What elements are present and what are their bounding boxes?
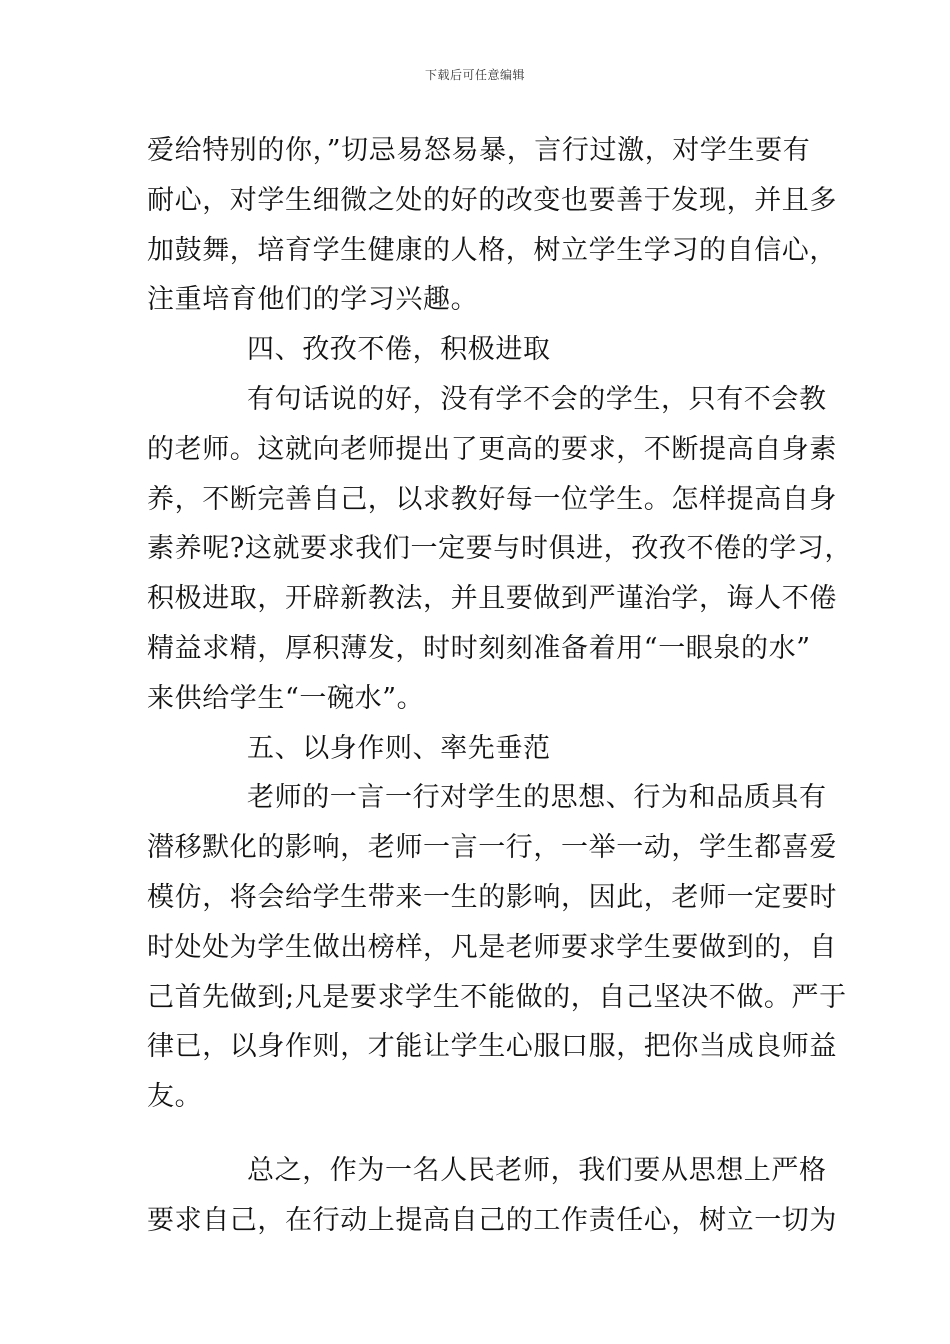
text-line: 律已，以身作则，才能让学生心服口服，把你当成良师益 [147, 1031, 837, 1063]
document-body [147, 126, 853, 1246]
text-line: 加鼓舞，培育学生健康的人格，树立学生学习的自信心， [147, 234, 837, 266]
text-line: 模仿，将会给学生带来一生的影响，因此，老师一定要时 [147, 881, 837, 913]
paragraph-first-line: 四、孜孜不倦，积极进取 [247, 334, 551, 366]
text-line: 来供给学生“一碗水”。 [147, 682, 425, 714]
paragraph-first-line: 老师的一言一行对学生的思想、行为和品质具有 [247, 782, 827, 814]
text-line: 养，不断完善自己，以求教好每一位学生。怎样提高自身 [147, 483, 837, 515]
text-line: 潜移默化的影响，老师一言一行，一举一动，学生都喜爱 [147, 832, 837, 864]
text-line: 注重培育他们的学习兴趣。 [147, 284, 479, 316]
text-line: 耐心，对学生细微之处的好的改变也要善于发现，并且多 [147, 184, 837, 216]
text-line: 精益求精，厚积薄发，时时刻刻准备着用“一眼泉的水” [147, 632, 811, 664]
text-line: 爱给特别的你，”切忌易怒易暴，言行过激，对学生要有 [147, 135, 811, 166]
text-line: 的老师。这就向老师提出了更高的要求，不断提高自身素 [147, 433, 837, 465]
text-line: 己首先做到;凡是要求学生不能做的，自己坚决不做。严于 [147, 981, 847, 1013]
paragraph-gap [147, 1122, 807, 1146]
text-line: 积极进取，开辟新教法，并且要做到严谨治学，诲人不倦 [147, 583, 837, 615]
text-line: 要求自己，在行动上提高自己的工作责任心，树立一切为 [147, 1204, 837, 1236]
text-line: 素养呢?这就要求我们一定要与时俱进，孜孜不倦的学习， [147, 533, 853, 565]
text-line: 时处处为学生做出榜样，凡是老师要求学生要做到的，自 [147, 931, 837, 963]
paragraph-first-line: 有句话说的好，没有学不会的学生，只有不会教 [247, 383, 827, 415]
paragraph-first-line: 五、以身作则、率先垂范 [247, 732, 551, 764]
text-line: 友。 [147, 1081, 203, 1113]
page-header-note: 下载后可任意编辑 [424, 68, 525, 82]
paragraph-first-line: 总之，作为一名人民老师，我们要从思想上严格 [247, 1154, 827, 1186]
